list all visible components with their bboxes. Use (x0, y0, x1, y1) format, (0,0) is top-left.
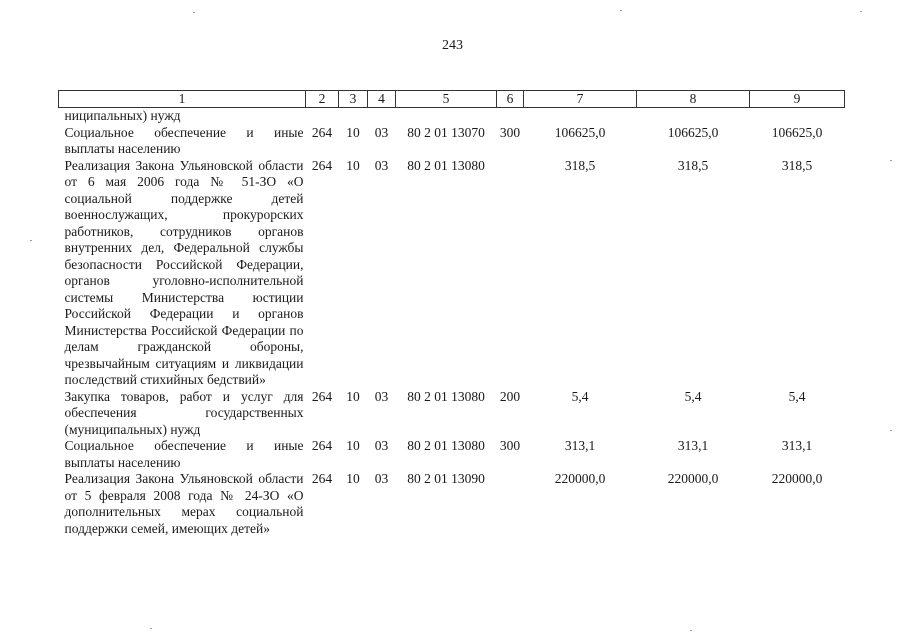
amount-col-8 (637, 108, 750, 125)
amount-col-8: 5,4 (684, 388, 702, 404)
column-header-4: 4 (368, 91, 396, 108)
amount-col-7: 313,1 (564, 438, 596, 453)
amount-col-8: 106625,0 (667, 124, 719, 140)
subsection-code (368, 108, 396, 125)
column-header-8: 8 (637, 91, 750, 108)
table-row (59, 438, 845, 471)
table-row (59, 389, 845, 439)
amount-col-8: 313,1 (677, 438, 709, 453)
scan-speck (193, 12, 195, 13)
column-header-3: 3 (339, 91, 368, 108)
amount-col-9: 220000,0 (771, 471, 823, 486)
table-row (59, 108, 845, 125)
amount-col-8: 220000,0 (667, 471, 719, 486)
subsection-code: 03 (374, 124, 389, 140)
ministry-code: 264 (311, 471, 333, 486)
row-description: Социальное обеспечение и иные выплаты населению (64, 438, 304, 470)
amount-col-7: 220000,0 (554, 471, 606, 486)
scan-speck (30, 240, 32, 241)
subsection-code: 03 (374, 471, 389, 486)
amount-col-9: 318,5 (781, 157, 813, 173)
ministry-code: 264 (311, 388, 333, 404)
scan-speck (890, 430, 892, 431)
section-code: 10 (346, 438, 360, 453)
column-header-2: 2 (306, 91, 339, 108)
expense-type-code (497, 471, 524, 537)
ministry-code: 264 (311, 438, 333, 453)
budget-table (58, 90, 845, 537)
page-number: 243 (442, 38, 463, 53)
section-code: 10 (346, 124, 360, 140)
column-header-1: 1 (59, 91, 306, 108)
column-header-7: 7 (524, 91, 637, 108)
section-code (339, 108, 368, 125)
scan-speck (860, 11, 862, 12)
amount-col-9 (750, 108, 845, 125)
target-article-code: 80 2 01 13090 (407, 471, 485, 486)
subsection-code: 03 (374, 388, 389, 404)
amount-col-9: 313,1 (781, 438, 813, 453)
expense-type-code: 300 (499, 124, 521, 140)
target-article-code (396, 108, 497, 125)
target-article-code: 80 2 01 13080 (407, 157, 485, 173)
expense-type-code (497, 158, 524, 389)
row-description: Социальное обеспечение и иные выплаты населению (64, 124, 304, 156)
amount-col-7: 318,5 (564, 157, 596, 173)
scan-speck (620, 10, 622, 11)
section-code: 10 (346, 157, 360, 173)
header-row (59, 91, 845, 108)
amount-col-9: 106625,0 (771, 124, 823, 140)
subsection-code: 03 (374, 157, 389, 173)
row-description: Закупка товаров, работ и услуг для обеспечения государственных (муниципальных) нужд (64, 388, 304, 437)
row-description: ниципальных) нужд (64, 108, 181, 123)
amount-col-7 (524, 108, 637, 125)
expense-type-code (497, 108, 524, 125)
amount-col-7: 106625,0 (554, 124, 606, 140)
scan-speck (690, 630, 692, 631)
column-header-9: 9 (750, 91, 845, 108)
expense-type-code: 200 (499, 388, 521, 404)
table-row (59, 471, 845, 537)
amount-col-8: 318,5 (677, 157, 709, 173)
ministry-code: 264 (311, 124, 333, 140)
row-description: Реализация Закона Ульяновской области от 6 мая 2006 года № 51-ЗО «О социальной поддержке детей военнослужащих, прокурорских работников, сотрудников органов внутренних дел, Федеральной службы безопасности Российской Федерации, органов уголовно-исполнительной системы Министерства юстиции Российской Федерации и органов Министерства Российской Федерации по делам гражданской обороны, чрезвычайным ситуациям и ликвидации последствий стихийных бедствий» (64, 157, 304, 387)
target-article-code: 80 2 01 13070 (407, 124, 485, 140)
row-description: Реализация Закона Ульяновской области от 5 февраля 2008 года № 24-ЗО «О дополнительных мерах социальной поддержки семей, имеющих детей» (64, 471, 304, 536)
expense-type-code: 300 (499, 438, 521, 453)
table-row (59, 158, 845, 389)
ministry-code (306, 108, 339, 125)
table-row (59, 125, 845, 158)
column-header-5: 5 (396, 91, 497, 108)
column-header-6: 6 (497, 91, 524, 108)
amount-col-9: 5,4 (788, 388, 806, 404)
scan-speck (890, 160, 892, 161)
amount-col-7: 5,4 (571, 388, 589, 404)
target-article-code: 80 2 01 13080 (407, 388, 485, 404)
ministry-code: 264 (311, 157, 333, 173)
section-code: 10 (346, 388, 360, 404)
section-code: 10 (346, 471, 360, 486)
subsection-code: 03 (374, 438, 389, 453)
scan-speck (150, 628, 152, 629)
target-article-code: 80 2 01 13080 (407, 438, 485, 453)
